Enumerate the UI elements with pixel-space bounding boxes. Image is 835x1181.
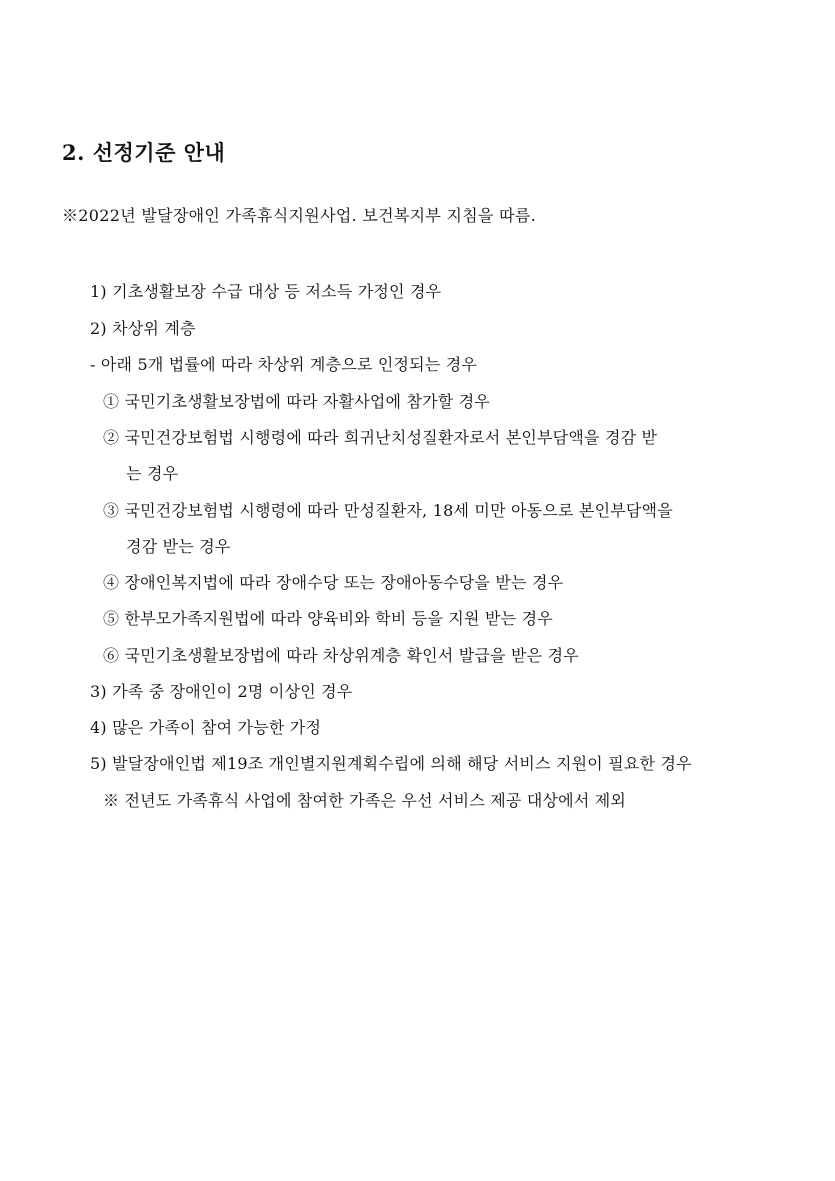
- criterion-2-item-2: ② 국민건강보험법 시행령에 따라 희귀난치성질환자로서 본인부담액을 경감 받: [103, 428, 658, 447]
- guideline-note: ※2022년 발달장애인 가족휴식지원사업. 보건복지부 지침을 따름.: [62, 206, 537, 225]
- criterion-2: 2) 차상위 계층: [90, 319, 196, 338]
- criterion-1: 1) 기초생활보장 수급 대상 등 저소득 가정인 경우: [90, 282, 442, 301]
- criterion-2-item-2-cont: 는 경우: [126, 464, 179, 483]
- criterion-4: 4) 많은 가족이 참여 가능한 가정: [90, 718, 322, 737]
- exclusion-note: ※ 전년도 가족휴식 사업에 참여한 가족은 우선 서비스 제공 대상에서 제외: [103, 791, 627, 810]
- criterion-2-item-4: ④ 장애인복지법에 따라 장애수당 또는 장애아동수당을 받는 경우: [103, 573, 564, 592]
- criterion-2-item-3: ③ 국민건강보험법 시행령에 따라 만성질환자, 18세 미만 아동으로 본인부담액을: [103, 501, 673, 520]
- criterion-3: 3) 가족 중 장애인이 2명 이상인 경우: [90, 682, 353, 701]
- criterion-2-item-1: ① 국민기초생활보장법에 따라 자활사업에 참가할 경우: [103, 392, 491, 411]
- criterion-2-subheading: - 아래 5개 법률에 따라 차상위 계층으로 인정되는 경우: [90, 355, 478, 374]
- section-title: 2. 선정기준 안내: [62, 140, 226, 165]
- criterion-2-item-6: ⑥ 국민기초생활보장법에 따라 차상위계층 확인서 발급을 받은 경우: [103, 646, 579, 665]
- criterion-2-item-5: ⑤ 한부모가족지원법에 따라 양육비와 학비 등을 지원 받는 경우: [103, 609, 553, 628]
- criterion-5: 5) 발달장애인법 제19조 개인별지원계획수립에 의해 해당 서비스 지원이 필요한 경우: [90, 754, 692, 773]
- criterion-2-item-3-cont: 경감 받는 경우: [126, 537, 231, 556]
